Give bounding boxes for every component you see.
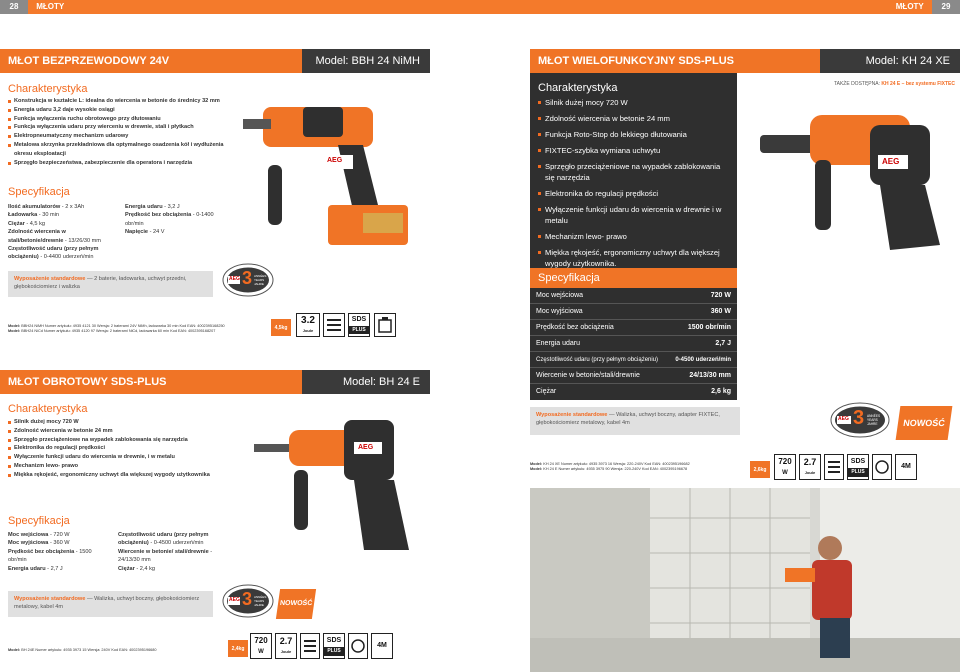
cable-icon: 4M [895,454,917,480]
right-page-header [480,0,960,14]
aeg-logo: AEG [327,157,343,164]
power-icon: 720 W [250,633,272,659]
feature: Funkcja Roto-Stop do lekkiego dłutowania [538,129,730,140]
warranty-badge: AEG 3 ANNÉES YEARS JAHRE [222,584,274,618]
cable-icon: 4M [371,633,393,659]
spec-row: Częstotliwość udaru (przy pełnym obciążeniu) 0-4500 uderzeń/min [530,352,737,368]
product2-features [8,418,218,480]
feature: Mechanizm lewo- prawo [8,462,218,471]
product3-fineprint: Model: KH 24 XE Numer artykułu: 4935 3973 16 Wersja: 220-240V Kod EAN: 4002395196682 Model: KH 24 E Numer artykułu: 4935 3975 90 Wersja: 220-240V Kod EAN: 4002395196678 [530,462,690,471]
mode-icon [824,454,844,480]
feature: Zdolność wiercenia w betonie 24 mm [538,113,730,124]
spec-row: Energia udaru 2,7 J [530,336,737,352]
new-badge: NOWOŚĆ [276,589,316,619]
feature: Wyłączenie funkcji udaru do wiercenia w drewnie, i w metalu [8,453,218,462]
product1-drill-image [243,85,423,255]
product3-standard-equipment: Wyposażenie standardowe — Walizka, uchwyt boczny, adapter FIXTEC, głębokościomierz metalowy, kabel 4m [530,407,740,435]
product3-drill-image [760,95,955,255]
product2-drill-image [254,400,429,560]
rotation-icon [872,454,892,480]
product1-spec-left: Ilość akumulatorów - 2 x 3Ah Ładowarka - 30 min Ciężar - 4,5 kg Zdolność wiercenia w stali/betonie/drewnie - 13/26/30 mm Częstotliwość udaru (przy pełnym obciążeniu) - 0-4400 uderzeń/min [8,204,101,261]
energy-icon: 2.7 Joule [799,454,821,480]
feature: Sprzęgło przeciążeniowe na wypadek zablokowania się narzędzia [538,161,730,183]
product1-char-title: Charakterystyka [8,83,88,95]
sds-plus-icon: SDS PLUS [348,313,370,337]
product2-spec-right: Częstotliwość udaru (przy pełnym obciążeniu) - 0-4500 uderzeń/min Wiercenie w betonie/ stali/drewnie - 24/13/30 mm Ciężar - 2,4 kg [118,532,213,572]
product1-spec-right: Energia udaru - 3,2 J Prędkość bez obciążenia - 0-1400 obr/min Napięcie - 24 V [125,204,214,236]
feature: Mechanizm lewo- prawo [538,231,730,242]
mode-icon [323,313,345,337]
left-page-title: MŁOTY [36,2,65,11]
feature: Energia udaru 3,2 daje wysokie osiągi [8,106,233,115]
weight-icon: 2,6kg [750,461,770,478]
feature: Silnik dużej mocy 720 W [8,418,218,427]
aeg-logo: AEG [358,444,374,451]
weight-icon: 2,4kg [228,640,248,657]
product2-char-title: Charakterystyka [8,403,88,415]
product3-model: Model: KH 24 XE [820,49,960,73]
new-badge: NOWOŚĆ [896,406,953,440]
feature: Sprzęgło przeciążeniowe na wypadek zablokowania się narzędzia [8,436,218,445]
energy-icon: 2.7 Joule [275,633,297,659]
product1-title: MŁOT BEZPRZEWODOWY 24V [0,49,302,73]
product1-model: Model: BBH 24 NiMH [302,49,430,73]
sds-plus-icon: SDS PLUS [323,633,345,659]
left-page-header [0,0,480,14]
sds-plus-icon: SDS PLUS [847,454,869,480]
feature: Miękka rękojeść, ergonomiczny uchwyt dla większej wygody użytkownika. [538,247,730,269]
feature: Elektropneumatyczny mechanizm udarowy [8,132,233,141]
aeg-logo: AEG [882,157,900,166]
feature: FIXTEC-szybka wymiana uchwytu [538,145,730,156]
left-page-number: 28 [0,0,28,14]
feature: Zdolność wiercenia w betonie 24 mm [8,427,218,436]
feature: Funkcja wyłączenia udaru przy wierceniu w drewnie, stali i płytkach [8,123,233,132]
product3-spec-title: Specyfikacja [530,268,737,288]
spec-row: Moc wejściowa 720 W [530,288,737,304]
spec-row: Prędkość bez obciążenia 1500 obr/min [530,320,737,336]
feature: Elektronika do regulacji prędkości [8,444,218,453]
feature: Silnik dużej mocy 720 W [538,97,730,108]
product1-spec-title: Specyfikacja [8,186,70,198]
product3-also-available: TAKŻE DOSTĘPNA: KH 24 E – bez systemu FIXTEC [833,81,955,87]
energy-icon: 3.2 Joule [296,313,320,337]
product3-features-panel [530,73,737,268]
feature: Metalowa skrzynka przekładniowa dla optymalnego osadzenia kół i wydłużenia okresu eksploatacji [8,141,233,159]
product2-title: MŁOT OBROTOWY SDS-PLUS [0,370,302,394]
product2-standard-equipment: Wyposażenie standardowe — Walizka, uchwyt boczny, głębokościomierz metalowy, kabel 4m [8,591,213,617]
product1-fineprint: Model: BBH24 NiMH Numer artykułu: 4935 4121 30 Wersja: 2 baterami 24V NiMh, ładowarka 30 min Kod EAN: 4002395168250 Model: BBH24 NiCd Numer artykułu: 4935 4120 97 Wersja: 2 baterami NiCd, ładowarka 60 min Kod EAN: 4002395168207 [8,324,225,333]
mode-icon [300,633,320,659]
power-icon: 720 W [774,454,796,480]
product3-char-title: Charakterystyka [538,82,618,94]
feature: Konstrukcja w kształcie L: idealna do wiercenia w betonie do średnicy 32 mm [8,97,233,106]
rotation-icon [348,633,368,659]
product3-title: MŁOT WIELOFUNKCYJNY SDS-PLUS [530,49,820,73]
spec-row: Ciężar 2,6 kg [536,388,731,395]
feature: Miękka rękojeść, ergonomiczny uchwyt dla większej wygody użytkownika [8,471,218,480]
right-page-number: 29 [932,0,960,14]
feature: Elektronika do regulacji prędkości [538,188,730,199]
warranty-badge: AEG 3 ANNÉES YEARS JAHRE [222,263,274,297]
product2-fineprint: Model: BH 24E Numer artykułu: 4935 3973 15 Wersja: 240V Kod EAN: 4002395196680 [8,648,157,652]
product3-features [538,97,730,269]
worker-photo [530,488,960,672]
feature: Sprzęgło bezpieczeństwa, zabezpieczenie dla operatora i narzędzia [8,159,233,168]
right-page-title: MŁOTY [895,2,924,11]
product2-model: Model: BH 24 E [302,370,430,394]
spec-row: Wiercenie w betonie/stali/drewnie 24/13/30 mm [530,368,737,384]
weight-icon: 4,5kg [271,319,291,336]
product1-standard-equipment: Wyposażenie standardowe — 2 baterie, ładowarka, uchwyt przedni, głębokościomierz i walizka [8,271,213,297]
warranty-badge: AEG 3 ANNÉES YEARS JAHRE [830,402,890,438]
spec-row: Moc wyjściowa 360 W [530,304,737,320]
product3-spec-table [530,288,737,400]
product1-features [8,97,233,167]
product2-spec-left: Moc wejściowa - 720 W Moc wyjściowa - 360 W Prędkość bez obciążenia - 1500 obr/min Energia udaru - 2,7 J [8,532,92,572]
product2-spec-title: Specyfikacja [8,515,70,527]
feature: Wyłączenie funkcji udaru do wiercenia w drewnie i w metalu [538,204,730,226]
feature: Funkcja wyłączenia ruchu obrotowego przy dłutowaniu [8,115,233,124]
battery-icon [374,313,396,337]
